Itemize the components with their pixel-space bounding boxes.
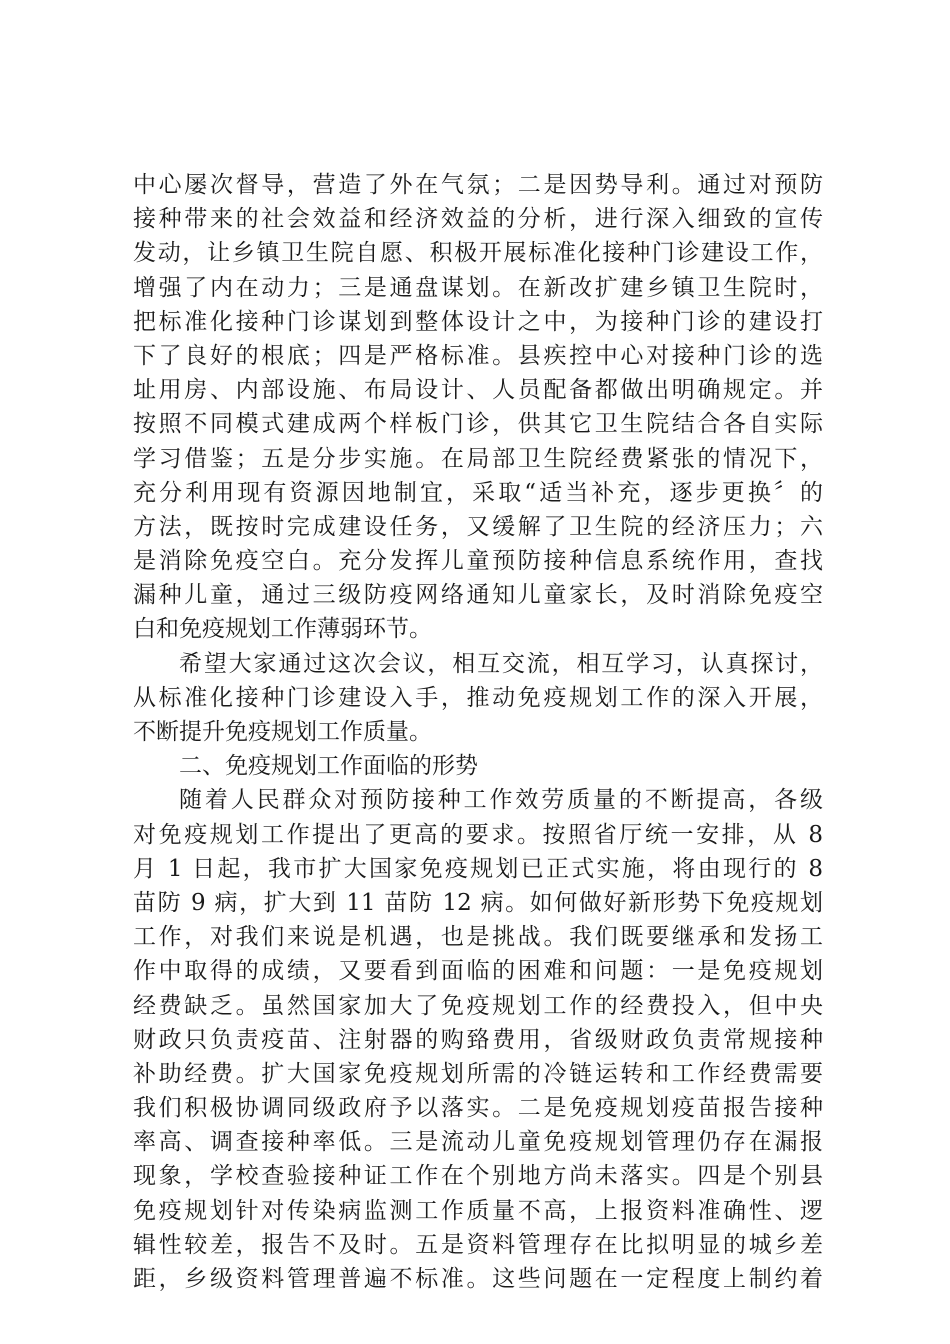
text-line: 方法，既按时完成建设任务，又缓解了卫生院的经济压力；六 (133, 513, 823, 540)
text-line: 增强了内在动力；三是通盘谋划。在新改扩建乡镇卫生院时， (133, 274, 823, 301)
text-line: 不断提升免疫规划工作质量。 (133, 719, 432, 745)
text-line: 漏种儿童，通过三级防疫网络通知儿童家长，及时消除免疫空 (133, 582, 823, 609)
text-line: 作中取得的成绩，又要看到面临的困难和问题：一是免疫规划 (133, 958, 823, 985)
body-text (133, 168, 823, 1296)
text-line: 月 1 日起，我市扩大国家免疫规划已正式实施，将由现行的 8 (133, 855, 823, 882)
text-line: 白和免疫规划工作薄弱环节。 (133, 616, 432, 643)
text-line: 把标准化接种门诊谋划到整体设计之中，为接种门诊的建设打 (133, 308, 823, 335)
text-line: 按照不同模式建成两个样板门诊，供其它卫生院结合各自实际 (133, 411, 823, 438)
text-line: 是消除免疫空白。充分发挥儿童预防接种信息系统作用，查找 (133, 548, 823, 575)
text-line: 辑性较差，报告不及时。五是资料管理存在比拟明显的城乡差 (133, 1231, 823, 1258)
text-line: 现象，学校查验接种证工作在个别地方尚未落实。四是个别县 (133, 1163, 823, 1190)
paragraph-first-line: 随着人民群众对预防接种工作效劳质量的不断提高，各级 (179, 787, 823, 814)
text-line: 充分利用现有资源因地制宜，采取“适当补充，逐步更换〞的 (133, 479, 823, 506)
text-line: 经费缺乏。虽然国家加大了免疫规划工作的经费投入，但中央 (133, 992, 823, 1019)
text-line: 率高、调查接种率低。三是流动儿童免疫规划管理仍存在漏报 (133, 1129, 823, 1156)
text-line: 财政只负责疫苗、注射器的购臵费用，省级财政负责常规接种 (133, 1026, 823, 1053)
text-line: 中心屡次督导，营造了外在气氛；二是因势导利。通过对预防 (133, 172, 823, 198)
text-line: 下了良好的根底；四是严格标准。县疾控中心对接种门诊的选 (133, 342, 823, 369)
text-line: 工作，对我们来说是机遇，也是挑战。我们既要继承和发扬工 (133, 924, 823, 951)
text-line: 学习借鉴；五是分步实施。在局部卫生院经费紧张的情况下， (133, 445, 823, 472)
paragraph-first-line: 希望大家通过这次会议，相互交流，相互学习，认真探讨， (179, 650, 823, 677)
text-line: 苗防 9 病，扩大到 11 苗防 12 病。如何做好新形势下免疫规划 (133, 889, 823, 916)
text-line: 址用房、内部设施、布局设计、人员配备都做出明确规定。并 (133, 377, 823, 404)
text-line: 我们积极协调同级政府予以落实。二是免疫规划疫苗报告接种 (133, 1095, 823, 1122)
text-line: 补助经费。扩大国家免疫规划所需的冷链运转和工作经费需要 (133, 1060, 823, 1087)
text-line: 免疫规划针对传染病监测工作质量不高，上报资料准确性、逻 (133, 1197, 823, 1224)
text-line: 距，乡级资料管理普遍不标准。这些问题在一定程度上制约着 (133, 1266, 823, 1292)
paragraph-first-line: 二、免疫规划工作面临的形势 (179, 753, 478, 780)
text-line: 从标准化接种门诊建设入手，推动免疫规划工作的深入开展， (133, 684, 823, 711)
text-line: 对免疫规划工作提出了更高的要求。按照省厅统一安排，从 8 (133, 821, 823, 848)
text-line: 发动，让乡镇卫生院自愿、积极开展标准化接种门诊建设工作， (133, 240, 823, 267)
text-line: 接种带来的社会效益和经济效益的分析，进行深入细致的宣传 (133, 206, 823, 233)
